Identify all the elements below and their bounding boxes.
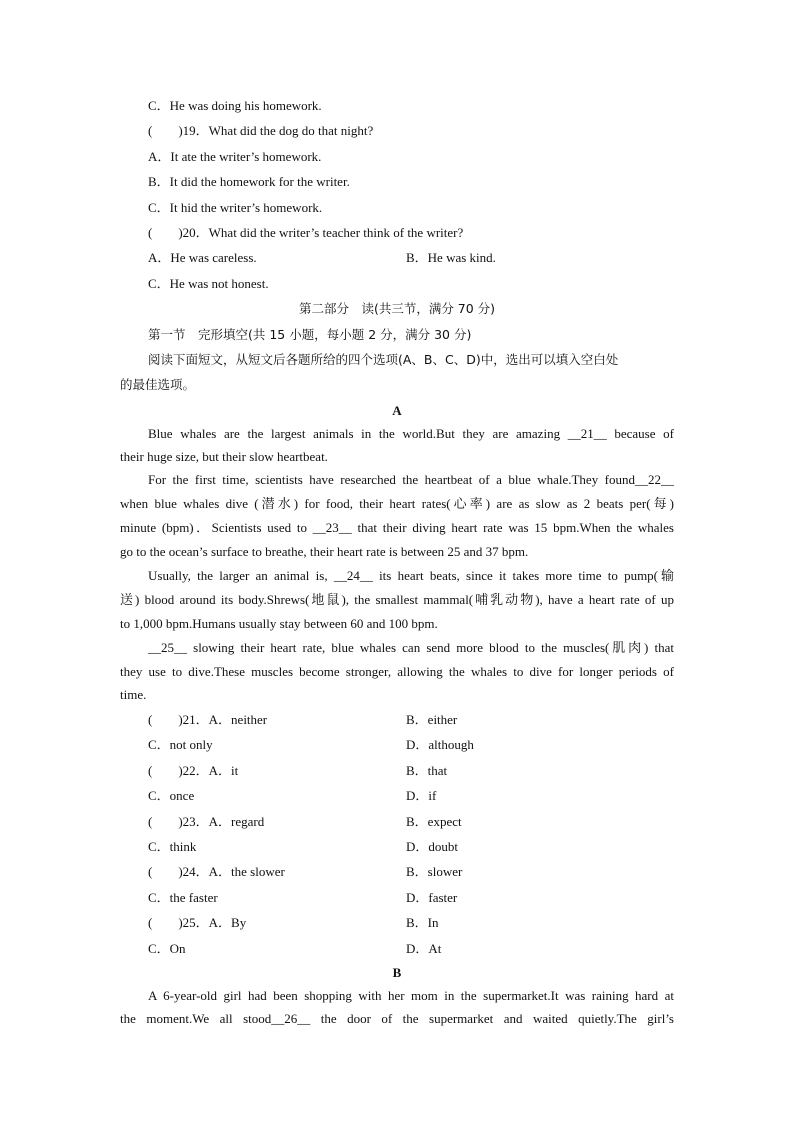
q23-option-c: C．think: [148, 839, 197, 854]
q23-row-cd: [120, 834, 674, 859]
q19-option-a: A．It ate the writer’s homework.: [148, 148, 322, 164]
q25-option-d: D．At: [406, 940, 442, 956]
q25-row-ab: [120, 910, 674, 935]
q25-row-cd: [120, 936, 674, 961]
section1-heading: 第一节 完形填空(共 15 小题，每小题 2 分，满分 30 分): [148, 326, 472, 342]
q18-option-c: C．He was doing his homework.: [148, 98, 322, 113]
q21-stem-option-a: ( )21．A．neither: [148, 712, 268, 728]
q21-option-d: D．although: [406, 737, 474, 753]
q24-stem-option-a: ( )24．A．the slower: [148, 864, 285, 880]
passage-a-p2-l4: go to the ocean’s surface to breathe, their heart rate is between 25 and 37 bpm.: [120, 544, 529, 560]
q21-option-c: C．not only: [148, 737, 213, 753]
q19-option-b: B．It did the homework for the writer.: [148, 174, 350, 190]
q19-stem: ( )19．What did the dog do that night?: [148, 123, 374, 139]
question-list: [120, 707, 674, 961]
passage-a-p3-l1: Usually, the larger an animal is, __24__ its heart beats, since it takes more time to pump(输: [148, 568, 674, 584]
q24-option-c: C．the faster: [148, 889, 218, 905]
passage-b-p1-l1: A 6-year-old girl had been shopping with her mom in the supermarket.It was raining hard at: [148, 987, 674, 1003]
q23-row-ab: [120, 809, 674, 834]
q24-row-cd: [120, 885, 674, 910]
q22-row-cd: [120, 783, 674, 808]
q23-option-b: B．expect: [406, 813, 462, 829]
passage-a: [120, 423, 674, 707]
passage-a-p4-l2: they use to dive.These muscles become stronger, allowing the whales to dive for longer periods of: [120, 663, 674, 679]
q25-option-b: B．In: [406, 915, 439, 931]
q20-option-c: C．He was not honest.: [148, 275, 269, 291]
q19-option-c: C．It hid the writer’s homework.: [148, 199, 323, 215]
passage-a-p1-l2: their huge size, but their slow heartbeat.: [120, 448, 328, 464]
passage-a-p2-l2: when blue whales dive (潜水) for food, their heart rates(心率) are as slow as 2 beats per(每): [120, 496, 674, 512]
passage-a-p3-l2: 送) blood around its body.Shrews(地鼠), the smallest mammal(哺乳动物), have a heart rate of up: [120, 592, 674, 608]
page-content: [120, 93, 674, 1031]
q21-row-cd: [120, 732, 674, 757]
q24-row-ab: [120, 859, 674, 884]
q22-option-d: D．if: [406, 788, 437, 804]
q20-option-b: B．He was kind.: [406, 250, 496, 266]
passage-a-p4-l1: __25__ slowing their heart rate, blue whales can send more blood to the muscles(肌肉) that: [148, 640, 674, 656]
q23-stem-option-a: ( )23．A．regard: [148, 813, 265, 829]
q22-option-c: C．once: [148, 788, 195, 804]
q22-stem-option-a: ( )22．A．it: [148, 762, 239, 778]
part2-title: 第二部分 读(共三节，满分 70 分): [298, 301, 496, 317]
q25-stem-option-a: ( )25．A．By: [148, 915, 247, 931]
q24-option-d: D．faster: [406, 889, 458, 905]
q21-row-ab: [120, 707, 674, 732]
q21-option-b: B．either: [406, 712, 458, 728]
q22-option-b: B．that: [406, 762, 448, 778]
passage-a-p4-l3: time.: [120, 687, 147, 703]
passage-a-p2-l3: minute (bpm)．Scientists used to __23__ that their diving heart rate was 15 bpm.When the whales: [120, 520, 674, 536]
q20-stem: ( )20．What did the writer’s teacher think of the writer?: [148, 224, 464, 240]
q22-row-ab: [120, 758, 674, 783]
instruction-line-1: 阅读下面短文，从短文后各题所给的四个选项(A、B、C、D)中，选出可以填入空白处: [148, 351, 619, 367]
instruction-line-2: 的最佳选项。: [120, 377, 196, 393]
passage-b-p1-l2: the moment.We all stood__26__ the door of the supermarket and waited quietly.The girl’s: [120, 1011, 674, 1027]
passage-a-p2-l1: For the first time, scientists have researched the heartbeat of a blue whale.They found__22__: [148, 472, 674, 488]
passage-a-p3-l3: to 1,000 bpm.Humans usually stay between 60 and 100 bpm.: [120, 616, 438, 632]
passage-b-label: B: [392, 964, 402, 980]
q25-option-c: C．On: [148, 940, 186, 956]
passage-a-p1-l1: Blue whales are the largest animals in the world.But they are amazing __21__ because of: [148, 426, 674, 442]
q24-option-b: B．slower: [406, 864, 463, 880]
passage-a-label: A: [392, 402, 402, 418]
passage-b: [120, 984, 674, 1031]
q20-options-ab: [120, 245, 674, 270]
q23-option-d: D．doubt: [406, 839, 459, 854]
q20-option-a: A．He was careless.: [148, 250, 257, 266]
